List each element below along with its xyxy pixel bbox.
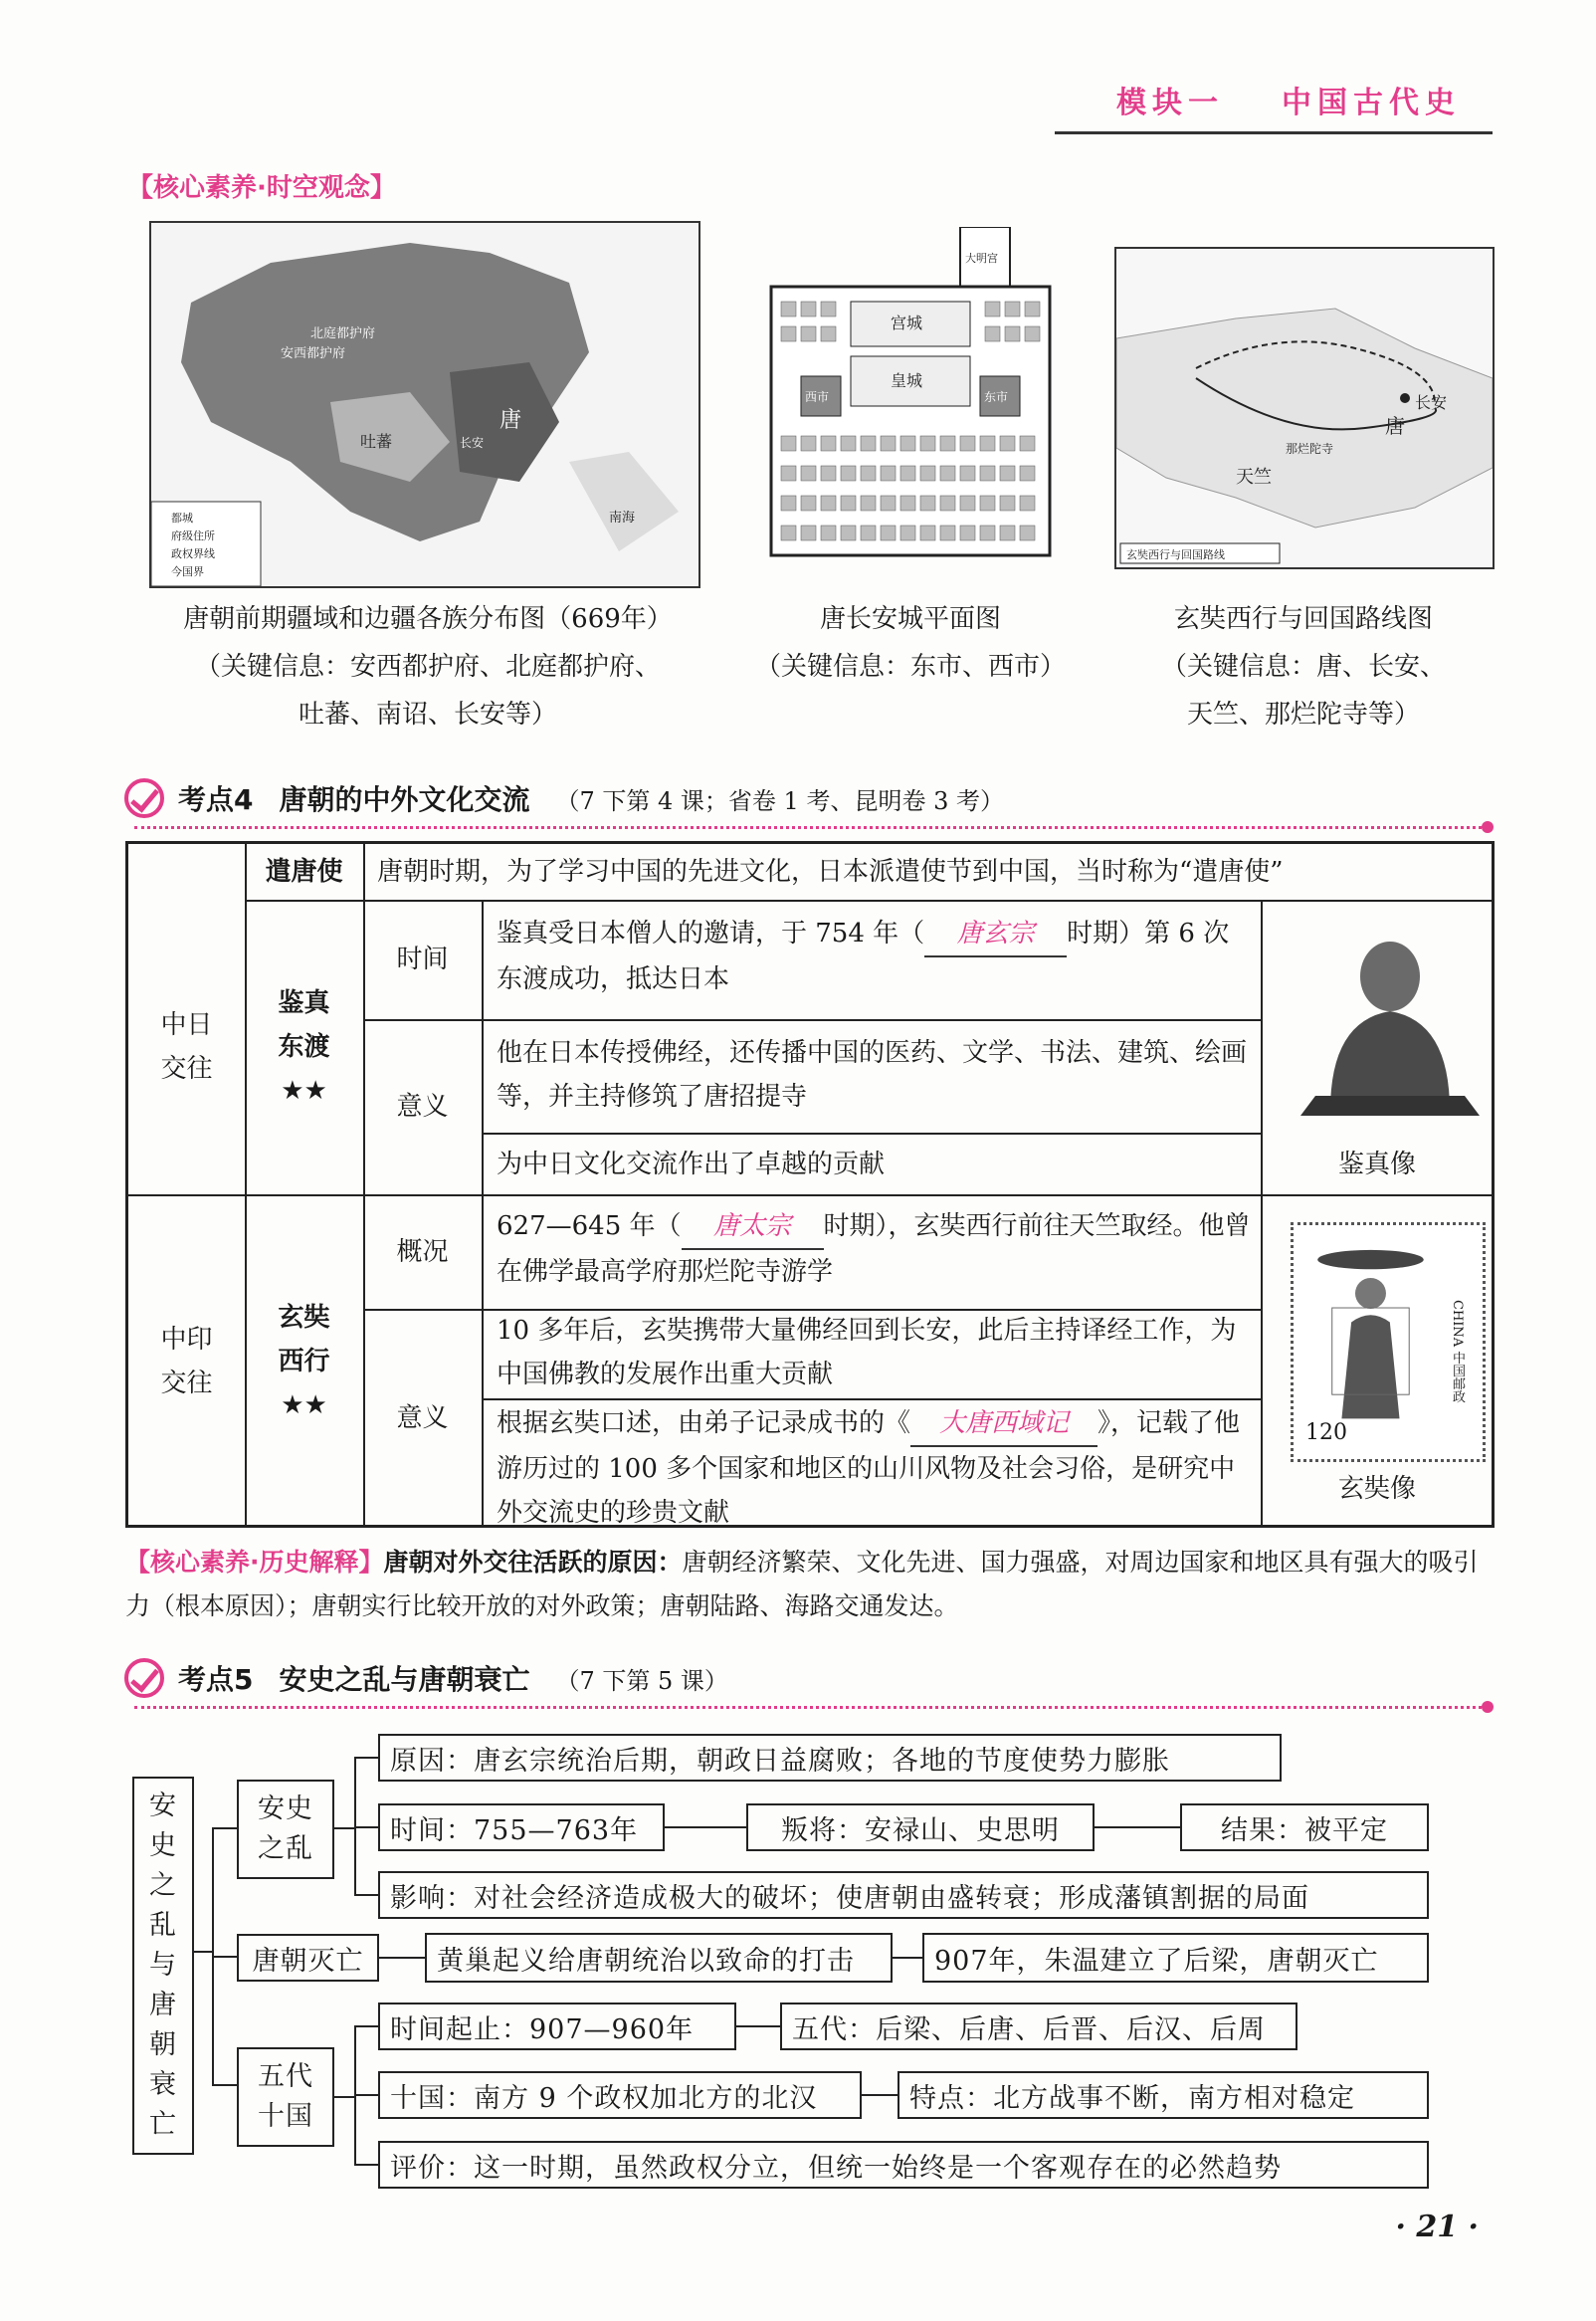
mindmap-period: 时间起止：907—960年: [378, 2003, 736, 2050]
qiantangshi-text: 唐朝时期，为了学习中国的先进文化，日本派遣使节到中国，当时称为“遣唐使”: [377, 857, 1284, 887]
route-label-changan: 长安: [1415, 393, 1448, 412]
kaodian4-heading: [124, 774, 1004, 822]
jianzhen-meaning-label: 意义: [396, 1092, 449, 1122]
changan-city-plan: [761, 227, 1060, 580]
mindmap-time: 时间：755—763年: [378, 1803, 665, 1851]
kaodian4-divider: [134, 826, 1488, 829]
zhongri-text: 中日交往: [160, 1010, 213, 1084]
kaodian5-heading: [124, 1654, 728, 1702]
xuanzang-meaning-2a: 根据玄奘口述，由弟子记录成书的《: [497, 1408, 911, 1438]
xuanzang-name: 玄奘西行: [278, 1302, 330, 1376]
map1-label-changan: 长安: [460, 436, 485, 450]
plan-label-dongshi: 东市: [984, 390, 1009, 404]
xuanzang-meaning-blank: 大唐西域记: [910, 1401, 1097, 1447]
jianzhen-name: 鉴真东渡: [278, 988, 330, 1062]
map3-caption: [1095, 595, 1512, 738]
history-explanation-text: 唐朝经济繁荣、文化先进、国力强盛，对周边国家和地区具有强大的吸引力（根本原因）；唐朝实行比较开放的对外政策；唐朝陆路、海路交通发达。: [125, 1548, 1479, 1620]
xuanzang-stars: ★★: [281, 1389, 327, 1420]
map1-legend-1: 都城: [171, 512, 193, 525]
history-explanation-lead: 唐朝对外交往活跃的原因：: [383, 1548, 683, 1577]
subject-label: 中国古代史: [1282, 86, 1461, 120]
mindmap-root-text: 安史之乱与唐朝衰亡: [149, 1791, 177, 2140]
mindmap-huangchao: 黄巢起义给唐朝统治以致命的打击: [425, 1933, 893, 1983]
map1-label-nanhai: 南海: [609, 511, 636, 526]
jianzhen-photo-caption: 鉴真像: [1337, 1150, 1416, 1179]
map1-legend-3: 政权界线: [171, 547, 215, 560]
page-number: · 21 ·: [1395, 2210, 1479, 2244]
map3-title: 玄奘西行与回国路线图: [1173, 604, 1433, 634]
mindmap-five: 五代：后梁、后唐、后晋、后汉、后周: [780, 2003, 1297, 2050]
mindmap-ten: 十国：南方 9 个政权加北方的北汉: [378, 2071, 862, 2119]
map1-title: 唐朝前期疆域和边疆各族分布图（669年）: [183, 604, 673, 634]
header-rule: [1055, 131, 1493, 134]
mindmap-impact: 影响：对社会经济造成极大的破坏；使唐朝由盛转衰；形成藩镇割据的局面: [378, 1871, 1429, 1919]
check-circle-icon: [124, 1658, 164, 1698]
route-legend: 玄奘西行与回国路线: [1126, 548, 1225, 561]
map3-key-line2: 天竺、那烂陀寺等）: [1186, 700, 1420, 730]
xuanzang-label: [245, 1194, 363, 1528]
xuanzang-meaning-2: [497, 1401, 1253, 1535]
mindmap-zhuwen: 907年，朱温建立了后梁，唐朝灭亡: [922, 1933, 1429, 1983]
map1-label-anxi: 安西都护府: [281, 346, 346, 361]
zhongyin-text: 中印交往: [160, 1324, 213, 1398]
jianzhen-label: [245, 900, 363, 1194]
check-circle-icon: [124, 778, 164, 818]
map1-label-beiting: 北庭都护府: [310, 326, 376, 341]
xuanzang-meaning-2b: 》，记载了他游历过的 100 多个国家和地区的山川风物及社会习俗，是研究中外交流史的珍贵文献: [497, 1408, 1241, 1528]
map1-label-tang: 唐: [499, 408, 522, 433]
route-label-tianzhu: 天竺: [1236, 467, 1272, 488]
jianzhen-stars: ★★: [281, 1076, 327, 1106]
mindmap-wudai: [237, 2047, 334, 2147]
map1-key-line1: （关键信息：安西都护府、北庭都护府、: [194, 652, 661, 682]
jianzhen-portrait: [1291, 922, 1490, 1121]
jianzhen-meaning-2: 为中日文化交流作出了卓越的贡献: [497, 1150, 886, 1179]
core-literacy-tag-spacetime: 【核心素养·时空观念】: [127, 173, 396, 203]
mindmap-feature: 特点：北方战事不断，南方相对稳定: [898, 2071, 1429, 2119]
mindmap-root: [132, 1777, 194, 2155]
tang-territory-map: [149, 221, 700, 588]
kaodian5-title: 安史之乱与唐朝衰亡: [279, 1663, 530, 1696]
changan-plan-graphic: [761, 227, 1060, 580]
kaodian5-number: 考点5: [178, 1663, 254, 1696]
zhongyin-label: [128, 1194, 245, 1528]
mindmap-anshi: [237, 1780, 334, 1879]
kaodian5-divider: [134, 1706, 1488, 1709]
xuanzang-photo-caption: 玄奘像: [1337, 1474, 1416, 1504]
zhongri-label: [128, 900, 245, 1194]
jianzhen-time-text: [497, 912, 1253, 1001]
plan-label-huangcheng: 皇城: [891, 371, 923, 390]
xuanzang-stamp: [1291, 1222, 1486, 1462]
map2-title: 唐长安城平面图: [819, 604, 1001, 634]
xuanzang-route-graphic: [1116, 249, 1493, 567]
mindmap-wudai-text: 五代十国: [258, 2061, 313, 2132]
xuanzang-meaning-label: 意义: [396, 1403, 449, 1433]
map2-key-line1: （关键信息：东市、西市）: [754, 652, 1066, 682]
plan-label-damingong: 大明宫: [965, 252, 998, 265]
core-literacy-tag-history: 【核心素养·历史解释】: [125, 1548, 384, 1577]
mindmap-rebels: 叛将：安禄山、史思明: [746, 1803, 1095, 1851]
xuanzang-route-map: [1114, 247, 1495, 569]
route-label-tang: 唐: [1385, 414, 1405, 438]
map1-legend-2: 府级住所: [171, 529, 215, 542]
mindmap-fall: 唐朝灭亡: [237, 1934, 379, 1982]
xuanzang-overview-a: 627—645 年（: [497, 1211, 682, 1241]
jianzhen-time-blank: 唐玄宗: [924, 912, 1067, 957]
route-label-nalanduo: 那烂陀寺: [1286, 442, 1334, 456]
mindmap-cause: 原因：唐玄宗统治后期，朝政日益腐败；各地的节度使势力膨胀: [378, 1734, 1282, 1782]
xuanzang-overview-b: 时期），玄奘西行前往天竺取经。他曾在佛学最高学府那烂陀寺游学: [497, 1211, 1251, 1287]
xuanzang-overview-label: 概况: [396, 1236, 449, 1267]
stamp-value: 120: [1305, 1420, 1347, 1445]
map1-caption: [129, 595, 726, 738]
map1-label-tubo: 吐蕃: [360, 432, 393, 451]
map1-legend-4: 今国界: [171, 565, 204, 578]
kaodian4-number: 考点4: [178, 783, 254, 816]
xuanzang-meaning-1: 10 多年后，玄奘携带大量佛经回到长安，此后主持译经工作，为中国佛教的发展作出重大贡献: [497, 1316, 1237, 1389]
map2-caption: [726, 595, 1095, 691]
jianzhen-meaning-1: 他在日本传授佛经，还传播中国的医药、文学、书法、建筑、绘画等，并主持修筑了唐招提寺: [497, 1038, 1248, 1112]
plan-label-gongcheng: 宫城: [891, 314, 923, 332]
jianzhen-time-b: 时期）第 6 次东渡成功，抵达日本: [497, 919, 1230, 994]
kaodian5-source: （7 下第 5 课）: [555, 1666, 728, 1695]
mindmap-anshi-text: 安史之乱: [258, 1794, 313, 1864]
history-explanation: [125, 1541, 1498, 1628]
map3-key-line1: （关键信息：唐、长安、: [1160, 652, 1446, 682]
xuanzang-overview-text: [497, 1204, 1253, 1294]
map1-key-line2: 吐蕃、南诏、长安等）: [298, 700, 557, 730]
qiantangshi-label: 遣唐使: [265, 857, 343, 887]
kaodian4-source: （7 下第 4 课；省卷 1 考、昆明卷 3 考）: [555, 786, 1004, 815]
mindmap-evaluation: 评价：这一时期，虽然政权分立，但统一始终是一个客观存在的必然趋势: [378, 2141, 1429, 2189]
mindmap-result: 结果：被平定: [1180, 1803, 1429, 1851]
stamp-country: CHINA 中国邮政: [1450, 1300, 1465, 1403]
culture-exchange-table: [125, 841, 1495, 1528]
jianzhen-time-a: 鉴真受日本僧人的邀请，于 754 年（: [497, 919, 925, 949]
jianzhen-time-label: 时间: [396, 945, 449, 974]
module-label: 模块一: [1116, 86, 1224, 120]
plan-label-xishi: 西市: [805, 390, 830, 404]
tang-territory-map-graphic: [151, 223, 698, 586]
xuanzang-overview-blank: 唐太宗: [682, 1204, 824, 1250]
kaodian4-title: 唐朝的中外文化交流: [279, 783, 530, 816]
